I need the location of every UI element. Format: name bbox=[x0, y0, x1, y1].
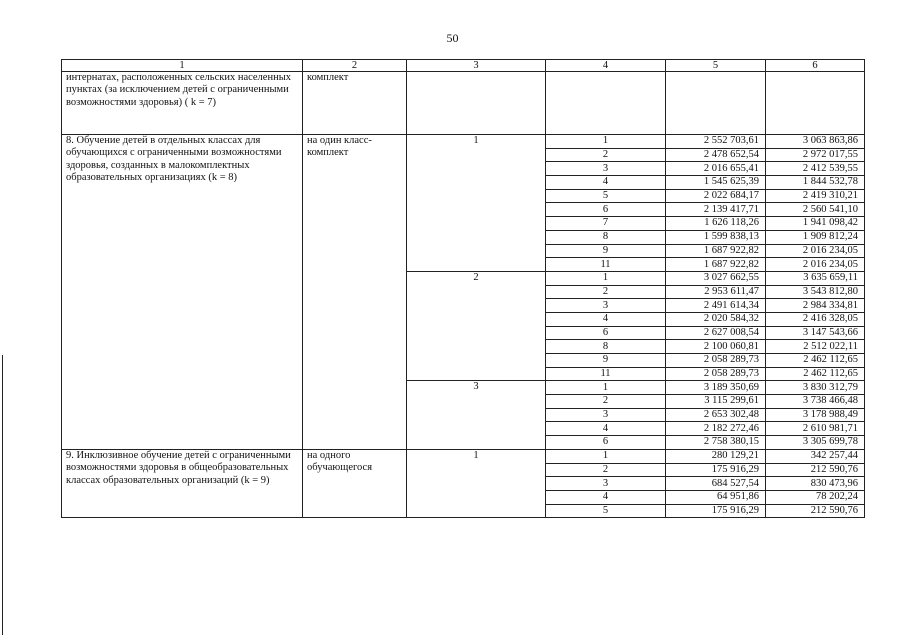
value-cell-col6: 2 016 234,05 bbox=[766, 244, 865, 258]
scan-edge-line bbox=[2, 355, 3, 635]
value-cell-col6: 2 412 539,55 bbox=[766, 162, 865, 176]
header-cell: 1 bbox=[62, 60, 303, 72]
value-cell-col5: 1 687 922,82 bbox=[666, 258, 766, 272]
grade-cell: 5 bbox=[546, 504, 666, 518]
category-description: 8. Обучение детей в отдельных классах для обучающихся с ограниченными возможностями здоровья, созданных в малокомплектных образовательных организациях (k = 8) bbox=[62, 135, 303, 450]
grade-cell: 6 bbox=[546, 436, 666, 450]
header-cell: 4 bbox=[546, 60, 666, 72]
grade-cell: 5 bbox=[546, 189, 666, 203]
grade-cell: 1 bbox=[546, 135, 666, 149]
header-cell: 6 bbox=[766, 60, 865, 72]
value-cell-col5: 2 491 614,34 bbox=[666, 299, 766, 313]
value-cell-col5: 2 953 611,47 bbox=[666, 285, 766, 299]
value-cell-col5: 2 627 008,54 bbox=[666, 326, 766, 340]
value-cell-col6: 212 590,76 bbox=[766, 504, 865, 518]
value-cell-col6: 2 416 328,05 bbox=[766, 312, 865, 326]
value-cell-col6: 1 941 098,42 bbox=[766, 217, 865, 231]
grade-cell: 9 bbox=[546, 244, 666, 258]
grade-cell: 3 bbox=[546, 299, 666, 313]
value-cell-col6: 3 147 543,66 bbox=[766, 326, 865, 340]
grade-cell: 4 bbox=[546, 422, 666, 436]
grade-cell: 3 bbox=[546, 477, 666, 491]
grade-cell: 8 bbox=[546, 230, 666, 244]
header-cell: 5 bbox=[666, 60, 766, 72]
value-cell-col6: 1 844 532,78 bbox=[766, 176, 865, 190]
value-cell-col5: 3 115 299,61 bbox=[666, 395, 766, 409]
grade-cell: 11 bbox=[546, 258, 666, 272]
grade-cell: 8 bbox=[546, 340, 666, 354]
value-cell-col5: 1 687 922,82 bbox=[666, 244, 766, 258]
unit-cell: на одного обучающегося bbox=[303, 449, 407, 517]
header-row bbox=[62, 60, 865, 72]
unit-cell: комплект bbox=[303, 72, 407, 135]
category-description: интернатах, расположенных сельских населенных пунктах (за исключением детей с ограниченными возможностями здоровья) ( k = 7) bbox=[62, 72, 303, 135]
category-description: 9. Инклюзивное обучение детей с ограниченными возможностями здоровья в общеобразовательных классах образовательных организаций (k = 9) bbox=[62, 449, 303, 517]
value-cell-col6: 1 909 812,24 bbox=[766, 230, 865, 244]
value-cell-col5: 280 129,21 bbox=[666, 449, 766, 463]
grade-cell: 1 bbox=[546, 271, 666, 285]
value-cell-col6: 342 257,44 bbox=[766, 449, 865, 463]
class-count-cell: 1 bbox=[407, 449, 546, 517]
grade-cell: 4 bbox=[546, 176, 666, 190]
grade-cell: 9 bbox=[546, 354, 666, 368]
value-cell-col5: 2 139 417,71 bbox=[666, 203, 766, 217]
grade-cell: 2 bbox=[546, 395, 666, 409]
value-cell-col5: 2 022 684,17 bbox=[666, 189, 766, 203]
value-cell-col5: 2 758 380,15 bbox=[666, 436, 766, 450]
grade-cell: 2 bbox=[546, 148, 666, 162]
value-cell-col6: 3 635 659,11 bbox=[766, 271, 865, 285]
value-cell-col5: 3 189 350,69 bbox=[666, 381, 766, 395]
value-cell-col6: 2 462 112,65 bbox=[766, 367, 865, 381]
value-cell-col5: 1 626 118,26 bbox=[666, 217, 766, 231]
value-cell-col6: 212 590,76 bbox=[766, 463, 865, 477]
grade-cell: 4 bbox=[546, 490, 666, 504]
value-cell-col5: 175 916,29 bbox=[666, 463, 766, 477]
grade-cell: 1 bbox=[546, 381, 666, 395]
value-cell-col5: 2 058 289,73 bbox=[666, 354, 766, 368]
grade-cell: 3 bbox=[546, 162, 666, 176]
value-cell-col6: 3 063 863,86 bbox=[766, 135, 865, 149]
value-cell-col6: 78 202,24 bbox=[766, 490, 865, 504]
continuation-row bbox=[62, 72, 865, 135]
empty-cell bbox=[766, 72, 865, 135]
grade-cell: 3 bbox=[546, 408, 666, 422]
grade-cell: 1 bbox=[546, 449, 666, 463]
value-cell-col5: 1 545 625,39 bbox=[666, 176, 766, 190]
grade-cell: 6 bbox=[546, 203, 666, 217]
value-cell-col5: 2 100 060,81 bbox=[666, 340, 766, 354]
value-cell-col6: 3 830 312,79 bbox=[766, 381, 865, 395]
value-cell-col6: 2 610 981,71 bbox=[766, 422, 865, 436]
value-cell-col6: 3 543 812,80 bbox=[766, 285, 865, 299]
value-cell-col6: 3 738 466,48 bbox=[766, 395, 865, 409]
grade-cell: 4 bbox=[546, 312, 666, 326]
grade-cell: 2 bbox=[546, 463, 666, 477]
table-row bbox=[62, 135, 865, 149]
norms-table bbox=[61, 59, 865, 518]
grade-cell: 11 bbox=[546, 367, 666, 381]
value-cell-col6: 3 178 988,49 bbox=[766, 408, 865, 422]
grade-cell: 2 bbox=[546, 285, 666, 299]
value-cell-col5: 175 916,29 bbox=[666, 504, 766, 518]
value-cell-col5: 2 653 302,48 bbox=[666, 408, 766, 422]
value-cell-col5: 2 552 703,61 bbox=[666, 135, 766, 149]
value-cell-col5: 2 016 655,41 bbox=[666, 162, 766, 176]
value-cell-col5: 684 527,54 bbox=[666, 477, 766, 491]
value-cell-col6: 2 462 112,65 bbox=[766, 354, 865, 368]
unit-cell: на один класс-комплект bbox=[303, 135, 407, 450]
header-cell: 3 bbox=[407, 60, 546, 72]
value-cell-col5: 2 058 289,73 bbox=[666, 367, 766, 381]
header-cell: 2 bbox=[303, 60, 407, 72]
value-cell-col6: 830 473,96 bbox=[766, 477, 865, 491]
value-cell-col6: 2 512 022,11 bbox=[766, 340, 865, 354]
empty-cell bbox=[546, 72, 666, 135]
class-count-cell: 2 bbox=[407, 271, 546, 381]
empty-cell bbox=[666, 72, 766, 135]
value-cell-col6: 2 419 310,21 bbox=[766, 189, 865, 203]
value-cell-col5: 2 020 584,32 bbox=[666, 312, 766, 326]
value-cell-col5: 2 182 272,46 bbox=[666, 422, 766, 436]
grade-cell: 6 bbox=[546, 326, 666, 340]
value-cell-col6: 2 984 334,81 bbox=[766, 299, 865, 313]
value-cell-col5: 64 951,86 bbox=[666, 490, 766, 504]
class-count-cell: 1 bbox=[407, 135, 546, 272]
grade-cell: 7 bbox=[546, 217, 666, 231]
value-cell-col6: 2 560 541,10 bbox=[766, 203, 865, 217]
value-cell-col5: 3 027 662,55 bbox=[666, 271, 766, 285]
value-cell-col5: 1 599 838,13 bbox=[666, 230, 766, 244]
value-cell-col6: 3 305 699,78 bbox=[766, 436, 865, 450]
value-cell-col6: 2 972 017,55 bbox=[766, 148, 865, 162]
value-cell-col5: 2 478 652,54 bbox=[666, 148, 766, 162]
page-number: 50 bbox=[446, 31, 459, 45]
table-row bbox=[62, 449, 865, 463]
value-cell-col6: 2 016 234,05 bbox=[766, 258, 865, 272]
class-count-cell: 3 bbox=[407, 381, 546, 449]
empty-cell bbox=[407, 72, 546, 135]
